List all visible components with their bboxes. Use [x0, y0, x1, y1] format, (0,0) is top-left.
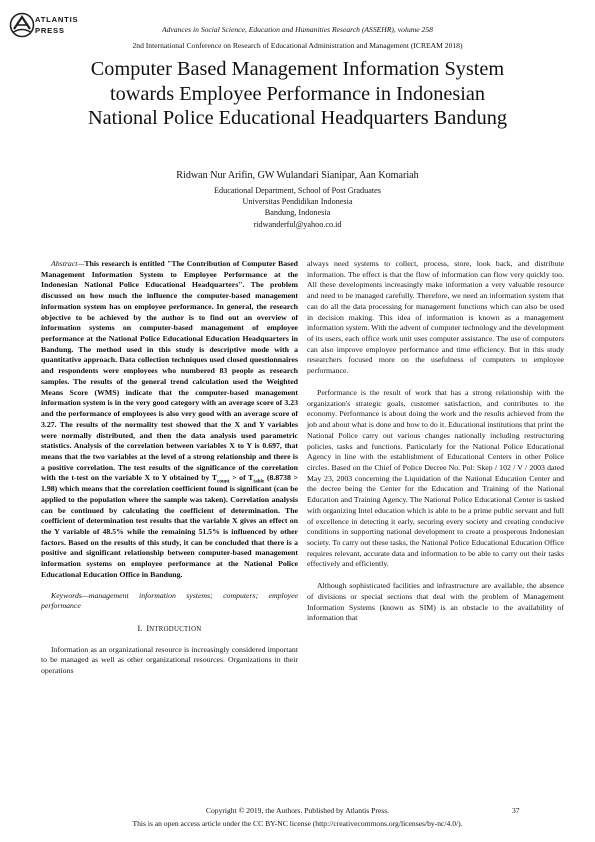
section-number: I.	[137, 624, 143, 633]
title-line: National Police Educational Headquarters Bandung	[87, 107, 507, 130]
t-count-subscript: count	[217, 478, 230, 485]
t-table-subscript: table	[253, 478, 265, 485]
abstract-text: (8.8738 > 1.98) which means that the correlation coefficient found is significant (can be applied to the population where the sample was taken). Correlation analysis can be continued by calculating the coefficient of determination. The coefficient of determination test results that the variable X gives an effect on the Y variable of 48.5% while the remaining 51.5% is influenced by other factors. Based on the results of this study, it can be concluded that there is a positive and significant relationship between computer-based management information systems on employee performance at the National Police Educational Education Office in Bandung.	[41, 473, 298, 579]
author-list: Ridwan Nur Arifin, GW Wulandari Sianipar, Aan Komariah	[176, 170, 419, 181]
keywords: Keywords—management information systems; computers; employee performance	[41, 590, 298, 611]
footer-copyright: Copyright © 2019, the Authors. Published by Atlantis Press.	[205, 806, 390, 815]
page-number: 37	[512, 806, 520, 815]
footer-license: This is an open access article under the CC BY-NC license (http://creativecommons.org/licenses/by-nc/4.0/).	[132, 819, 463, 828]
abstract-text: > of T	[229, 473, 254, 483]
title-line: towards Employee Performance in Indonesian	[109, 82, 486, 105]
abstract	[41, 259, 298, 581]
affiliation-university: Universitas Pendidikan Indonesia	[242, 197, 353, 207]
right-column	[307, 259, 564, 624]
abstract-label: Abstract—	[51, 259, 85, 268]
paper-title	[30, 57, 565, 131]
section-title-rest: NTRODUCTION	[149, 626, 202, 633]
affiliation-city: Bandung, Indonesia	[264, 208, 331, 218]
intro-paragraph: Information as an organizational resource is increasingly considered important to be managed as well as other organizational resources. Organizations in their operations	[41, 644, 298, 676]
section-initial: I	[146, 624, 150, 633]
affiliation-department: Educational Department, School of Post Graduates	[214, 186, 381, 195]
abstract-text: This research is entitled "The Contribution of Computer Based Management Information System to Employee Performance at the Indonesian National Police Educational Headquarters". The problem discussed on how much the influence the computer-based management information system has on employee performance. In general, the research objective to be achieved by the author is to find out an overview of information systems on computer-based management of employee performance at the National Police Educational Education Headquarters in Bandung. The method used in this study is descriptive mode with a quantitative approach. Data collection techniques used closed questionnaires and respondents were employees who numbered 83 people as research samples. The results of the general trend calculation used the Weighted Means Score (WMS) indicate that the computer-based management information system is in the very good category with an average score of 3.23 and the performance of employees is also very good with an average score of 3.27. The results of the normality test showed that the X and Y variables were normally distributed, and then the data analysis used parametric statistics. Analysis of the correlation between variables X to Y is 0.697, that means that the two variables at the level of a strong relationship and there is a positive correlation. The test results of the significance of the correlation with the t-test on the variable X to Y obtained by T	[41, 259, 298, 483]
title-line: Computer Based Management Information System	[90, 58, 505, 80]
affiliation-block	[0, 185, 595, 230]
body-paragraph: Performance is the result of work that has a strong relationship with the organization's strategic goals, customer satisfaction, and contributes to the economy. Performance is about doing the work and the results achieved from the job and about what is done and how to do it. Educational institutions that print the National Police carry out various changes nationally including restructuring policies, tasks and functions. Particularly for the National Police Educational Agency in line with the establishment of Educational Centers in other Police circles. Based on the Chief of Police Decree No. Pol: Skep / 102 / V / 2003 dated May 23, 2003 concerning the Liquidation of the National Education Center and the decree being the Center for the Education and Training of the National Education and Training Agency. The National Police Educational Center is tasked with organizing Intel education which is able to be a prime public servant and full of excellence in detecting it early, securing every society and creating conducive conditions in supporting national development to create a prosperous Indonesian society. To carry out these tasks, the National Police Educational Education Office requires relevant, accurate data and information to be able to carry out their tasks effectively and efficiently.	[307, 387, 564, 569]
body-paragraph: Although sophisticated facilities and infrastructure are available, the absence of divisions or special sections that deal with the problem of Management Information Systems (known as SIM) is an obstacle to the availability of information that	[307, 581, 564, 623]
running-header-series: Advances in Social Science, Education and Humanities Research (ASSEHR), volume 258	[162, 25, 433, 34]
logo-line-2: PRESS	[35, 26, 65, 35]
author-email: ridwanderful@yahoo.co.id	[253, 219, 342, 229]
body-paragraph: always need systems to collect, process, store, look back, and distribute information. The effect is that the flow of information can flow very quickly too. All these developments increasingly make information a very valuable resource and need to be managed carefully. Therefore, we need an information system that can do all the data processing for management functions which can also be used in decision making. This idea of information is known as a management information system. With the advent of computer technology and the development of its users, each office work unit uses computer assistance. The use of computers can also improve employee performance and time efficiency. But in this study researchers focused more on the usefulness of computers to employee performance.	[307, 259, 564, 376]
left-column	[41, 259, 298, 677]
running-header-conference: 2nd International Conference on Research of Educational Administration and Management (ICREAM 2018)	[132, 41, 463, 50]
section-heading-introduction	[41, 624, 298, 636]
logo-line-1: ATLANTIS	[35, 15, 79, 24]
